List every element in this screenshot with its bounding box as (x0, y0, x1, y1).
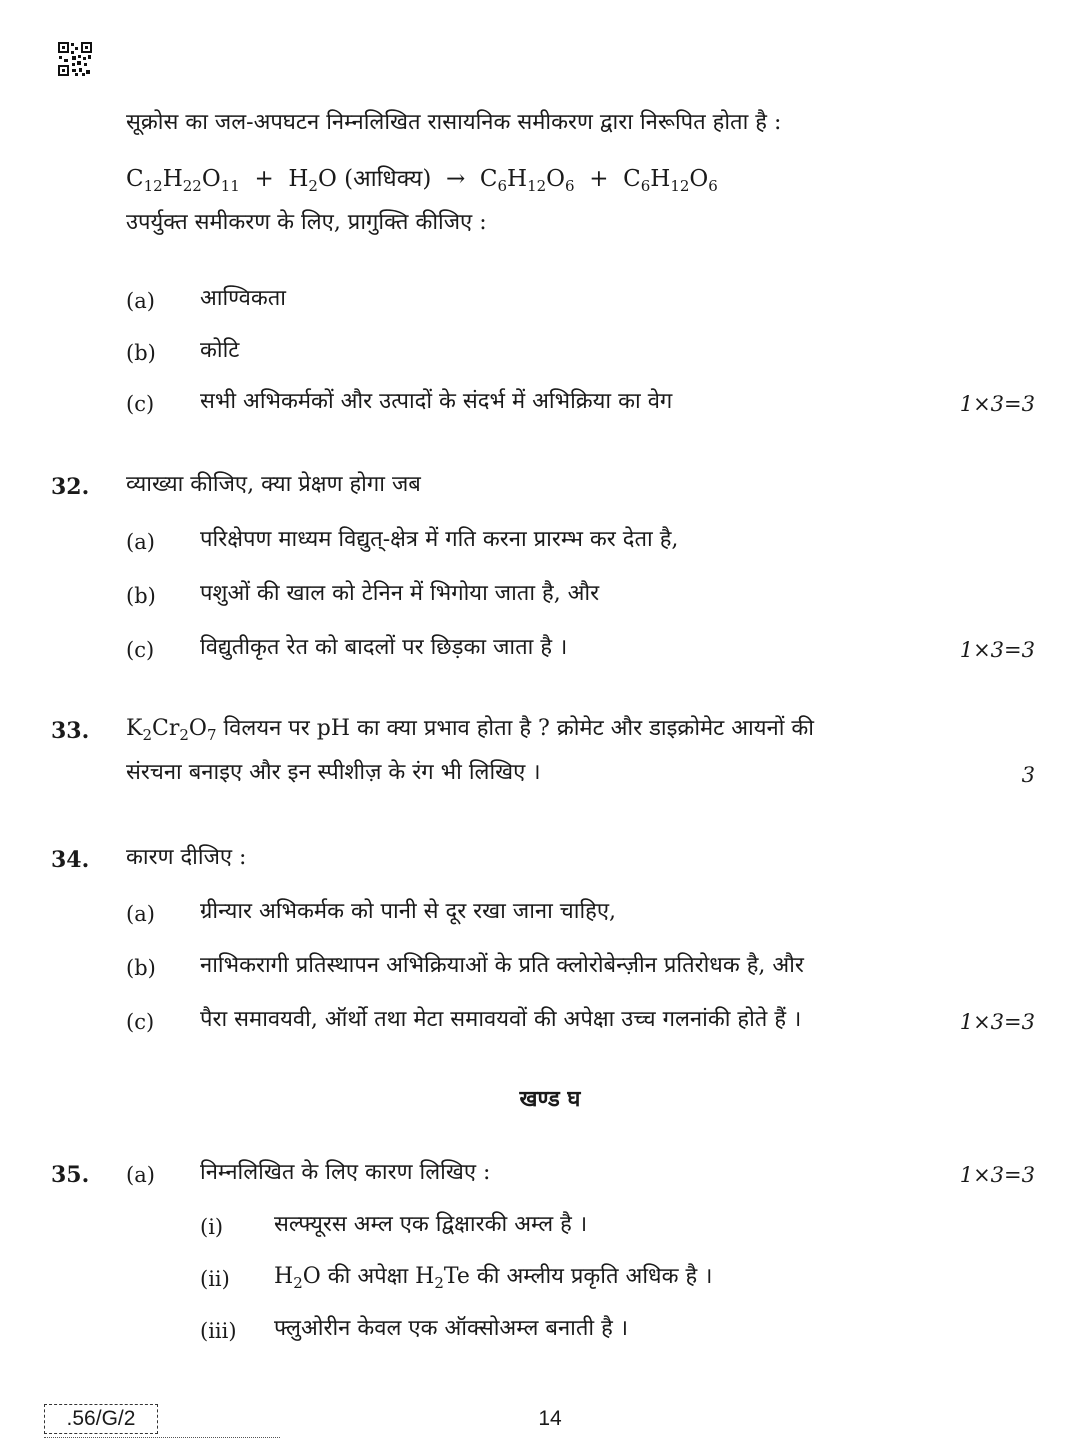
eq-sub: 6 (565, 177, 575, 195)
q31-prompt: उपर्युक्त समीकरण के लिए, प्रागुक्ति कीजिए : (126, 210, 487, 235)
formula-term: O (302, 1264, 321, 1289)
marks: 1×3=3 (959, 1010, 1035, 1034)
question-text (126, 714, 814, 744)
part-text: पशुओं की खाल को टेनिन में भिगोया जाता है, और (200, 581, 600, 606)
marks: 3 (1021, 763, 1035, 787)
marks: 1×3=3 (959, 638, 1035, 662)
formula-term: Cr (151, 716, 180, 741)
formula-term: H (274, 1264, 294, 1289)
part-label: (b) (126, 341, 156, 365)
subpart-text (274, 1262, 712, 1292)
part-label: (c) (126, 392, 155, 416)
eq-term: O (689, 166, 709, 192)
eq-sub: 6 (640, 177, 651, 195)
eq-term: C (623, 166, 641, 192)
part-text: कोटि (200, 338, 240, 363)
part-label: (a) (126, 1163, 155, 1187)
part-label: (a) (126, 530, 155, 554)
subpart-text-mid: की अपेक्षा (320, 1264, 416, 1289)
subpart-text: फ्लुओरीन केवल एक ऑक्सोअम्ल बनाती है । (274, 1316, 629, 1341)
question-text-rest: विलयन पर pH का क्या प्रभाव होता है ? क्रोमेट और डाइक्रोमेट आयनों की (216, 716, 814, 741)
part-label: (c) (126, 638, 155, 662)
question-text: कारण दीजिए : (126, 845, 247, 870)
eq-term: O (201, 166, 221, 192)
section-heading: खण्ड घ (519, 1086, 581, 1112)
eq-sub: 2 (308, 177, 318, 195)
subpart-label: (ii) (200, 1267, 230, 1291)
marks: 1×3=3 (959, 1163, 1035, 1187)
eq-sub: 12 (527, 177, 547, 195)
qr-code-icon (57, 41, 93, 77)
part-text: निम्नलिखित के लिए कारण लिखिए : (200, 1160, 491, 1185)
eq-term: H (650, 166, 671, 192)
question-number: 32. (51, 474, 90, 500)
eq-term: C (479, 166, 498, 192)
formula-sub: 2 (293, 1274, 303, 1292)
part-text: नाभिकरागी प्रतिस्थापन अभिक्रियाओं के प्रति क्लोरोबेन्ज़ीन प्रतिरोधक है, और (200, 953, 804, 978)
question-number: 35. (51, 1162, 90, 1188)
formula-term: H (415, 1264, 435, 1289)
q31-equation (126, 163, 718, 195)
eq-plus: + (254, 166, 274, 192)
formula-sub: 2 (434, 1274, 444, 1292)
footer-divider (44, 1437, 280, 1438)
formula-sub: 2 (179, 726, 189, 744)
eq-sub: 12 (670, 177, 690, 195)
eq-term: O (317, 166, 337, 192)
eq-term: H (162, 166, 183, 192)
eq-sub: 6 (708, 177, 718, 195)
subpart-label: (iii) (200, 1319, 237, 1343)
question-text-line2: संरचना बनाइए और इन स्पीशीज़ के रंग भी लिखिए । (126, 760, 541, 785)
formula-term: K (126, 716, 143, 741)
eq-term: H (288, 166, 309, 192)
part-text: परिक्षेपण माध्यम विद्युत्-क्षेत्र में गति करना प्रारम्भ कर देता है, (200, 527, 679, 552)
part-text: सभी अभिकर्मकों और उत्पादों के संदर्भ में अभिक्रिया का वेग (200, 389, 673, 414)
part-label: (c) (126, 1010, 155, 1034)
paper-code: .56/G/2 (44, 1404, 158, 1434)
eq-term: O (546, 166, 566, 192)
subpart-text-rest: की अम्लीय प्रकृति अधिक है । (469, 1264, 713, 1289)
eq-term: C (126, 166, 144, 192)
part-label: (b) (126, 956, 156, 980)
formula-sub: 2 (142, 726, 152, 744)
formula-term: O (188, 716, 207, 741)
eq-sub: 11 (220, 177, 240, 195)
eq-sub: 6 (497, 177, 508, 195)
eq-sub: 22 (182, 177, 202, 195)
marks: 1×3=3 (959, 392, 1035, 416)
formula-term: Te (443, 1264, 470, 1289)
question-number: 34. (51, 847, 90, 873)
question-text: व्याख्या कीजिए, क्या प्रेक्षण होगा जब (126, 472, 421, 497)
eq-sub: 12 (143, 177, 163, 195)
part-text: पैरा समावयवी, ऑर्थो तथा मेटा समावयवों की अपेक्षा उच्च गलनांकी होते हैं । (200, 1007, 802, 1032)
part-text: आण्विकता (200, 286, 286, 311)
part-label: (b) (126, 584, 156, 608)
eq-excess: (आधिक्य) (344, 166, 432, 192)
subpart-label: (i) (200, 1215, 224, 1239)
page-number: 14 (538, 1407, 562, 1430)
part-label: (a) (126, 902, 155, 926)
question-number: 33. (51, 718, 90, 744)
q31-intro: सूक्रोस का जल-अपघटन निम्नलिखित रासायनिक समीकरण द्वारा निरूपित होता है : (126, 110, 782, 135)
formula-sub: 7 (206, 726, 217, 744)
eq-plus: + (589, 166, 609, 192)
part-text: विद्युतीकृत रेत को बादलों पर छिड़का जाता है । (200, 635, 568, 660)
part-text: ग्रीन्यार अभिकर्मक को पानी से दूर रखा जाना चाहिए, (200, 899, 616, 924)
eq-arrow: → (445, 166, 466, 192)
part-label: (a) (126, 289, 155, 313)
eq-term: H (507, 166, 528, 192)
subpart-text: सल्फ्यूरस अम्ल एक द्विक्षारकी अम्ल है । (274, 1212, 588, 1237)
